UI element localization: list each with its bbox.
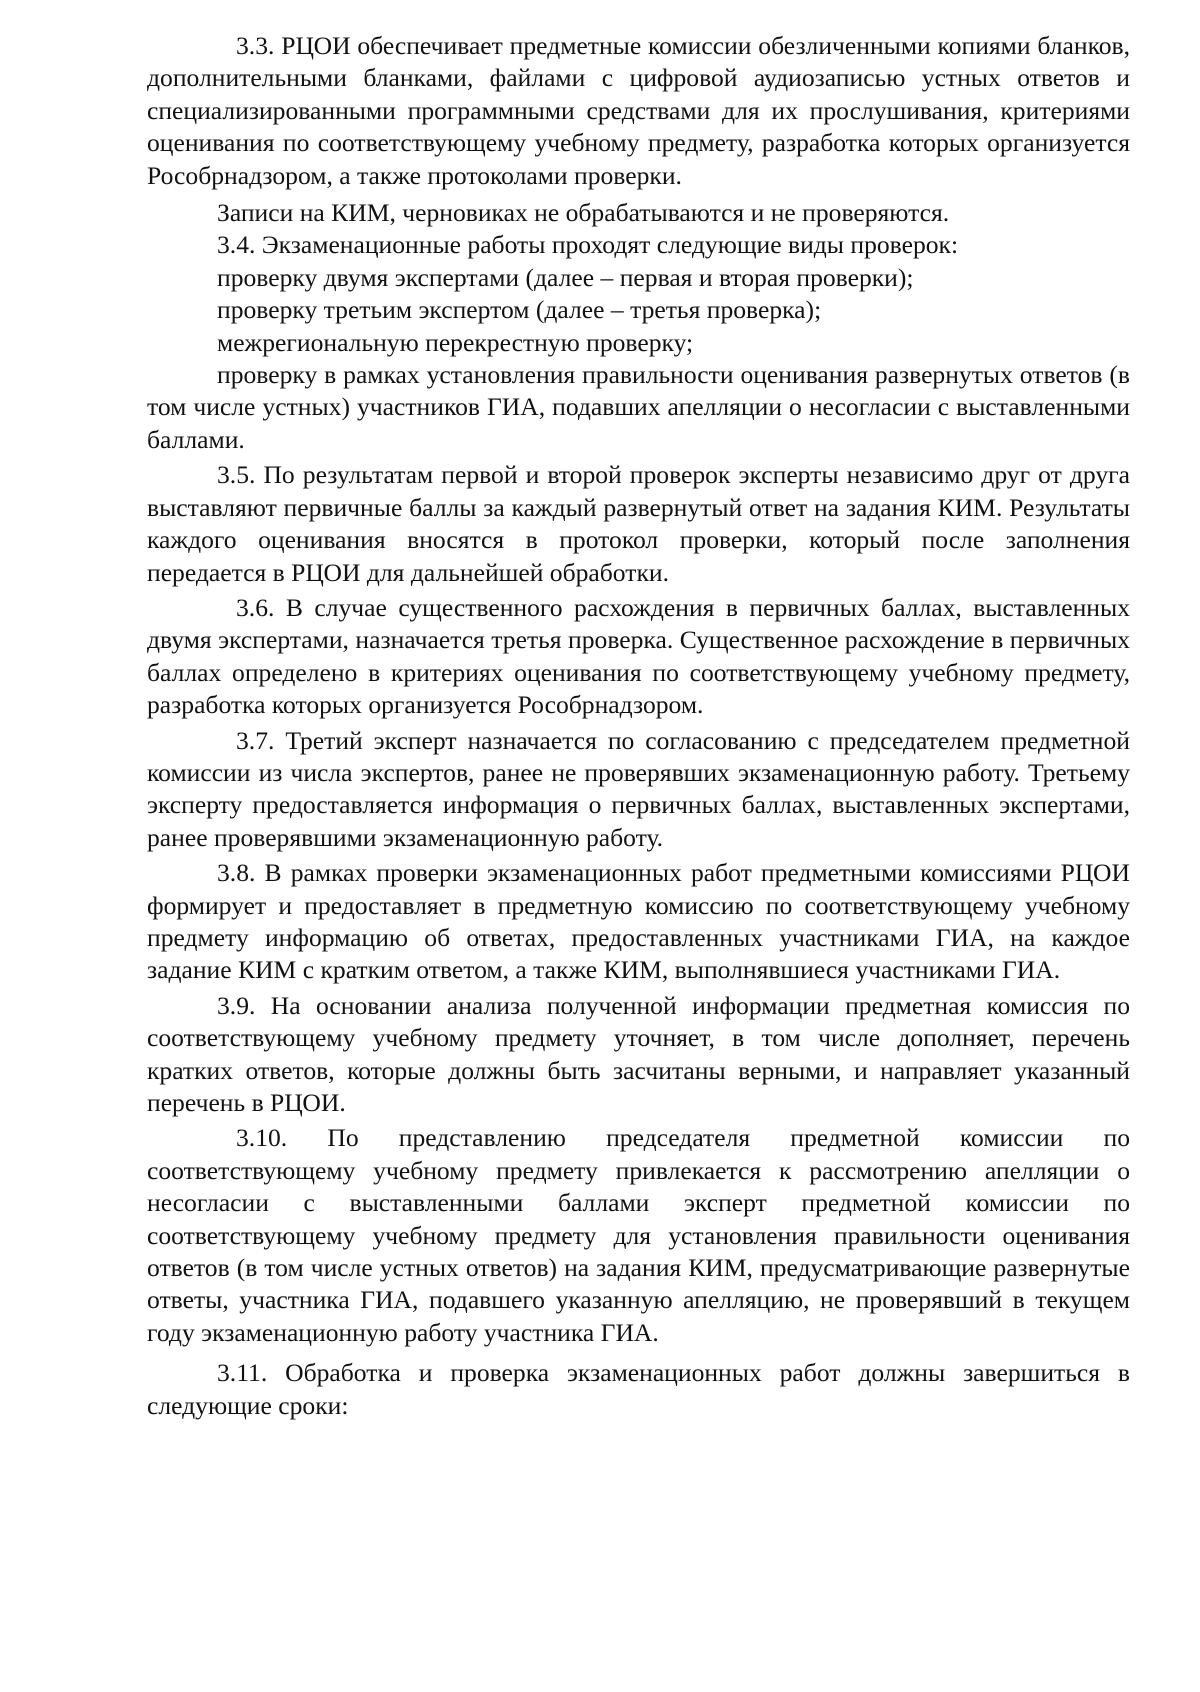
paragraph-kim-notes: Записи на КИМ, черновиках не обрабатываются и не проверяются. [217,198,950,228]
list-item-appeal-check: проверку в рамках установления правильности оценивания развернутых ответов (в том числе устных) участников ГИА, подавших апелляции о несогласии с выставленными баллами. [147,360,1130,454]
paragraph-3-8: 3.8. В рамках проверки экзаменационных работ предметными комиссиями РЦОИ формирует и предоставляет в предметную комиссию по соответствующему учебному предмету информацию об ответах, предоставленных участниками ГИА, на каждое задание КИМ с кратким ответом, а также КИМ, выполнявшиеся участниками ГИА. [147,858,1130,985]
list-item-third-check: проверку третьим экспертом (далее – третья проверка); [217,295,822,325]
paragraph-3-9: 3.9. На основании анализа полученной информации предметная комиссия по соответствующему учебному предмету уточняет, в том числе дополняет, перечень кратких ответов, которые должны быть засчитаны верными, и направляет указанный перечень в РЦОИ. [147,990,1130,1117]
list-item-first-second-check: проверку двумя экспертами (далее – первая и вторая проверки); [217,262,914,292]
list-item-cross-check: межрегиональную перекрестную проверку; [217,327,694,357]
paragraph-3-7: 3.7. Третий эксперт назначается по согласованию с председателем предметной комиссии из числа экспертов, ранее не проверявших экзаменационную работу. Третьему эксперту предоставляется информация о первичных баллах, выставленных экспертами, ранее проверявшими экзаменационную работу. [147,725,1130,852]
paragraph-3-10: 3.10. По представлению председателя предметной комиссии по соответствующему учебному предмету привлекается к рассмотрению апелляции о несогласии с выставленными баллами эксперт предметной комиссии по соответствующему учебному предмету для установления правильности оценивания ответов (в том числе устных ответов) на задания КИМ, предусматривающие развернутые ответы, участника ГИА, подавшего указанную апелляцию, не проверявший в текущем году экзаменационную работу участника ГИА. [147,1123,1130,1347]
paragraph-3-3: 3.3. РЦОИ обеспечивает предметные комиссии обезличенными копиями бланков, дополнительными бланками, файлами с цифровой аудиозаписью устных ответов и специализированными программными средствами для их прослушивания, критериями оценивания по соответствующему учебному предмету, разработка которых организуется Рособрнадзором, а также протоколами проверки. [147,31,1130,190]
paragraph-3-4: 3.4. Экзаменационные работы проходят следующие виды проверок: [217,230,959,260]
paragraph-3-11: 3.11. Обработка и проверка экзаменационных работ должны завершиться в следующие сроки: [147,1358,1130,1420]
paragraph-3-6: 3.6. В случае существенного расхождения в первичных баллах, выставленных двумя экспертами, назначается третья проверка. Существенное расхождение в первичных баллах определено в критериях оценивания по соответствующему учебному предмету, разработка которых организуется Рособрнадзором. [147,592,1130,720]
paragraph-3-5: 3.5. По результатам первой и второй проверок эксперты независимо друг от друга выставляют первичные баллы за каждый развернутый ответ на задания КИМ. Результаты каждого оценивания вносятся в протокол проверки, который после заполнения передается в РЦОИ для дальнейшей обработки. [147,460,1130,587]
document-page [147,30,1130,1422]
